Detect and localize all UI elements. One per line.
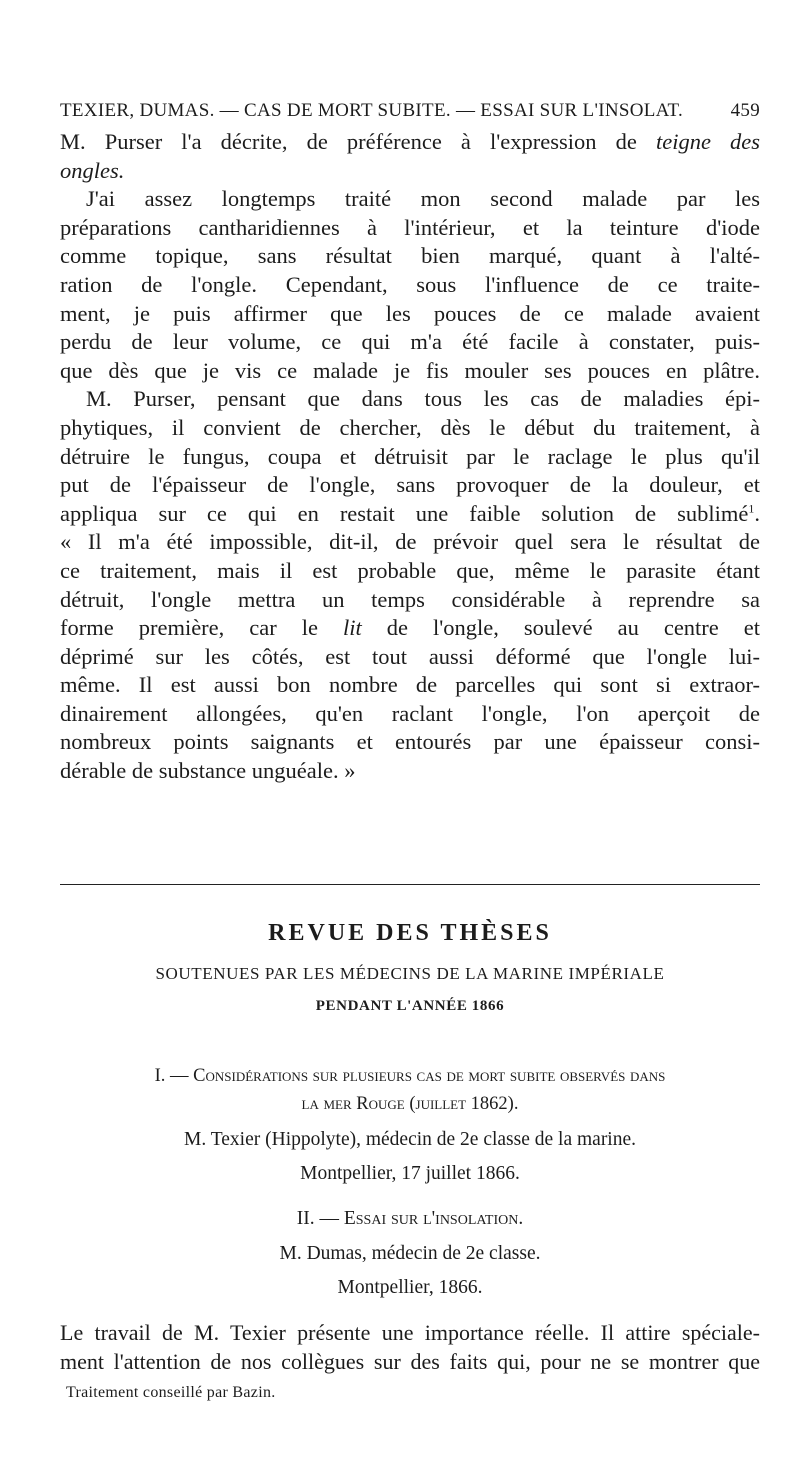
running-head [60, 100, 760, 124]
text-line: Le travail de M. Texier présente une importance réelle. Il attire spéciale- [60, 1320, 760, 1345]
text-line: comme topique, sans résultat bien marqué, quant à l'alté- [60, 243, 760, 269]
thesis-2-place: Montpellier, 1866. [337, 1277, 483, 1298]
text-line: ce traitement, mais il est probable que, même le parasite étant [60, 557, 760, 583]
page-number: 459 [730, 100, 760, 121]
section-subtitle: SOUTENUES PAR LES MÉDECINS DE LA MARINE IMPÉRIALE [155, 964, 665, 983]
text-line: détruit, l'ongle mettra un temps considérable à reprendre sa [60, 586, 760, 612]
thesis-2-title: II. — Essai sur l'insolation. [296, 1208, 524, 1229]
text-line: préparations cantharidiennes à l'intérieur, et la teinture d'iode [60, 214, 760, 240]
running-title: TEXIER, DUMAS. — CAS DE MORT SUBITE. — ESSAI SUR L'INSOLAT. [60, 100, 684, 121]
text-line: « Il m'a été impossible, dit-il, de prévoir quel sera le résultat de [60, 529, 760, 555]
thesis-1-title-cont: la mer Rouge (juillet 1862). [301, 1094, 519, 1114]
text-line: détruire le fungus, coupa et détruisit par le raclage le plus qu'il [60, 443, 760, 469]
text-line: forme première, car le lit de l'ongle, soulevé au centre et [60, 615, 761, 641]
text-line: phytiques, il convient de chercher, dès le début du traitement, à [60, 414, 760, 440]
italic-term: lit [342, 615, 362, 641]
text-line: dérable de substance unguéale. » [60, 758, 356, 784]
footnote-marker: 1 [748, 501, 755, 516]
text-line: put de l'épaisseur de l'ongle, sans provoquer de la douleur, et [60, 472, 760, 498]
paragraph-start: J'ai assez longtemps traité mon second malade par les [86, 186, 760, 212]
section-subtitle-year: PENDANT L'ANNÉE 1866 [315, 998, 505, 1014]
text-line: ment, je puis affirmer que les pouces de ce malade avaient [60, 300, 760, 326]
thesis-2-author: M. Dumas, médecin de 2e classe. [279, 1243, 541, 1264]
paragraph-start: M. Purser, pensant que dans tous les cas de maladies épi- [86, 386, 760, 412]
text-line: que dès que je vis ce malade je fis mouler ses pouces en plâtre. [60, 357, 760, 383]
text-line: M. Purser l'a décrite, de préférence à l'expression de teigne des [60, 129, 761, 154]
closing-text [60, 1318, 760, 1376]
text-line: dinairement allongées, qu'en raclant l'ongle, l'on aperçoit de [60, 700, 760, 726]
section-title: REVUE DES THÈSES [268, 920, 552, 946]
text-line: déprimé sur les côtés, est tout aussi déformé que l'ongle lui- [60, 643, 760, 669]
text-line: ration de l'ongle. Cependant, sous l'influence de ce traite- [60, 271, 760, 297]
thesis-1-author: M. Texier (Hippolyte), médecin de 2e classe de la marine. [183, 1129, 637, 1150]
body-text [60, 128, 760, 786]
text-line: nombreux points saignants et entourés par une épaisseur consi- [60, 729, 760, 755]
italic-term: teigne des [655, 129, 761, 154]
text-line: appliqua sur ce qui en restait une faible solution de sublimé$^1$. [60, 500, 760, 526]
text-line: ongles. [60, 157, 125, 183]
text-line: ment l'attention de nos collègues sur des faits qui, pour ne se montrer que [60, 1349, 760, 1374]
thesis-1-place: Montpellier, 17 juillet 1866. [300, 1163, 520, 1184]
text-line: même. Il est aussi bon nombre de parcelles qui sont si extraor- [60, 672, 760, 698]
footnote: Traitement conseillé par Bazin. [66, 1384, 276, 1401]
section-divider [60, 884, 760, 885]
text-line: perdu de leur volume, ce qui m'a été facile à constater, puis- [60, 329, 760, 355]
thesis-1-title: I. — Considérations sur plusieurs cas de mort subite observés dans [154, 1066, 666, 1086]
